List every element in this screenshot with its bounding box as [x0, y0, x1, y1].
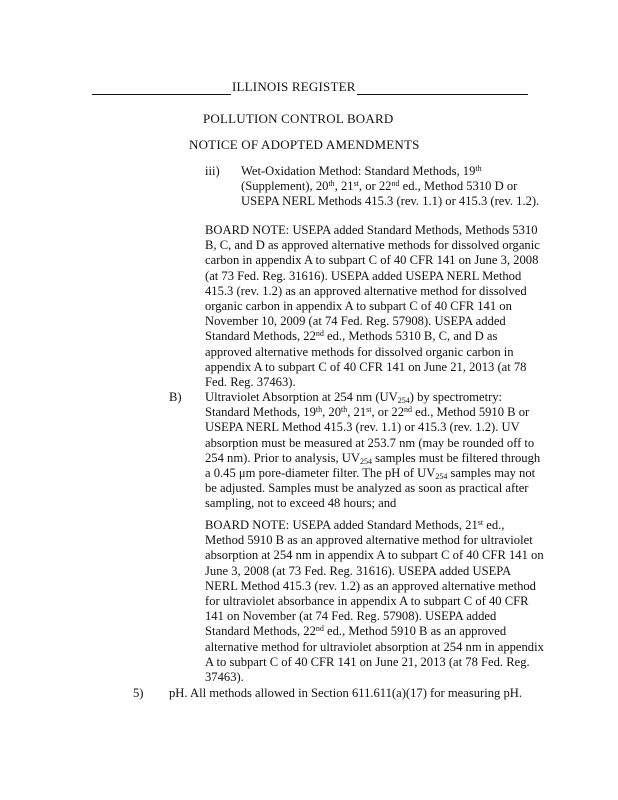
- item-iii-text: Wet-Oxidation Method: Standard Methods, 19th (Supplement), 20th, 21st, or 22nd ed., Method 5310 D or USEPA NERL Methods 415.3 (rev. 1.1) or 415.3 (rev. 1.2).: [241, 164, 540, 209]
- item-b-text: Ultraviolet Absorption at 254 nm $(UV_{254})$ by spectrometry: Standard Methods, 19th, 20th, 21st, or 22nd ed., Method 5910 B or USEPA NERL Method 415.3 (rev. 1.1) or 415.3 (rev. 1.2). UV absorption must be measured at 253.7 nm (may be rounded off to 254 nm). Prior to analysis, $UV_{254}$ samples must be filtered through a 0.45 μm pore-diameter filter. The pH of $UV_{254}$ samples may not be adjusted. Samples must be analyzed as soon as practical after sampling, not to exceed 48 hours; and: [205, 390, 541, 511]
- item-5-text: pH. All methods allowed in Section 611.611(a)(17) for measuring pH.: [169, 686, 523, 700]
- item-iii-label: iii): [205, 164, 220, 178]
- agency-title: POLLUTION CONTROL BOARD: [203, 111, 394, 126]
- item-b-label: B): [169, 390, 182, 404]
- register-title: ILLINOIS REGISTER: [232, 79, 356, 94]
- board-note-2: BOARD NOTE: USEPA added Standard Methods, 21st ed., Method 5910 B as an approved alternative method for ultraviolet absorption at 254 nm in appendix A to subpart C of 40 CFR 141 on June 3, 2008 (at 73 Fed. Reg. 31616). USEPA added USEPA NERL Method 415.3 (rev. 1.2) as an approved alternative method for ultraviolet absorbance in appendix A to subpart C of 40 CFR 141 on November (at 74 Fed. Reg. 57908). USEPA added Standard Methods, 22nd ed., Method 5910 B as an approved alternative method for ultraviolet absorption at 254 nm in appendix A to subpart C of 40 CFR 141 on June 21, 2013 (at 78 Fed. Reg. 37463).: [205, 518, 544, 685]
- board-note-1: BOARD NOTE: USEPA added Standard Methods, Methods 5310 B, C, and D as approved alternative methods for dissolved organic carbon in appendix A to subpart C of 40 CFR 141 on June 3, 2008 (at 73 Fed. Reg. 31616). USEPA added USEPA NERL Method 415.3 (rev. 1.2) as an approved alternative method for dissolved organic carbon in appendix A to subpart C of 40 CFR 141 on November 10, 2009 (at 74 Fed. Reg. 57908). USEPA added Standard Methods, 22nd ed., Methods 5310 B, C, and D as approved alternative methods for dissolved organic carbon in appendix A to subpart C of 40 CFR 141 on June 21, 2013 (at 78 Fed. Reg. 37463).: [205, 223, 540, 390]
- item-5-label: 5): [133, 686, 144, 700]
- notice-title: NOTICE OF ADOPTED AMENDMENTS: [189, 137, 420, 152]
